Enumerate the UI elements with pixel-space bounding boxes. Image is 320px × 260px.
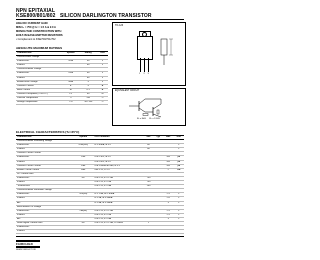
- table-cell: Vᴄʙ = Rated BVᴄʙᴏ, Iᴇ = 0: [93, 164, 143, 168]
- table-cell: 2: [163, 168, 174, 172]
- pin-lead: [140, 58, 141, 72]
- table-cell: KSE800/802: [16, 176, 73, 180]
- package-diagram: [112, 22, 186, 86]
- table-cell: Vᴇʙᴏ: [62, 80, 79, 84]
- table-cell: µA: [173, 164, 184, 168]
- table-cell: KSE802: [16, 160, 73, 164]
- equivalent-circuit: [112, 88, 186, 126]
- table-cell: Collector Cut-off Current: [16, 152, 73, 156]
- table-cell: hᶠᴇ: [73, 176, 93, 180]
- table-cell: KSE800/801: [16, 72, 62, 76]
- fairchild-logo: [16, 240, 40, 248]
- title-rule: [16, 19, 184, 20]
- table-cell: 1: [144, 221, 154, 225]
- table-cell: 60: [79, 60, 97, 64]
- column-header: Symbol: [62, 52, 79, 56]
- table-cell: V: [173, 209, 184, 213]
- feature-line: MIN h₁ = 750 @ Iᴄ = 1.5 A & 2.0 A: [16, 26, 56, 29]
- pin-number: 2: [143, 73, 145, 75]
- table-cell: 80: [79, 64, 97, 68]
- table-cell: Iᴄ = 50mA, Iʙ = 0: [93, 144, 143, 148]
- table-cell: W: [97, 92, 108, 96]
- column-header: Typ: [153, 136, 163, 140]
- resistor-note: [137, 118, 160, 120]
- table-cell: 100: [144, 185, 154, 189]
- table-cell: ALL: [16, 201, 73, 205]
- table-cell: mA: [173, 168, 184, 172]
- r2-value: R₂ = 120Ω: [149, 118, 160, 120]
- table-cell: V: [173, 144, 184, 148]
- table-cell: 3: [163, 217, 174, 221]
- table-cell: KSE800/802: [16, 209, 73, 213]
- column-header: Characteristic: [16, 52, 62, 56]
- table-cell: 150: [79, 97, 97, 101]
- table-cell: 100: [163, 160, 174, 164]
- table-cell: Iᴄᴇᴏ: [73, 156, 93, 160]
- table-cell: Collector-Emitter Voltage: [16, 68, 62, 72]
- table-cell: Iʙ: [62, 88, 79, 92]
- table-cell: Tₛₜᵍ: [62, 101, 79, 105]
- column-header: Max: [163, 136, 174, 140]
- table-cell: 100: [163, 164, 174, 168]
- pin-lead: [144, 58, 145, 72]
- table-cell: V: [173, 193, 184, 197]
- table-cell: V: [173, 201, 184, 205]
- bottom-rule: [16, 236, 184, 237]
- table-cell: 2.8: [163, 197, 174, 201]
- table-cell: 3: [163, 201, 174, 205]
- table-cell: Iᴄ: [62, 84, 79, 88]
- table-cell: Vᴄᴇ = 3V, Iᴄ = 4A: [93, 185, 143, 189]
- table-cell: Vᴄᴇ = 3V, Iᴄ = 1.5A: [93, 176, 143, 180]
- table-cell: 60: [144, 144, 154, 148]
- table-cell: KSE801: [16, 230, 73, 234]
- table-cell: KSE800/802: [16, 193, 73, 197]
- table-cell: [93, 230, 143, 234]
- table-cell: KSE802: [16, 76, 62, 80]
- table-cell: Emitter-Base Voltage: [16, 80, 62, 84]
- table-cell: A: [97, 88, 108, 92]
- pin-number: 3: [147, 73, 149, 75]
- r1-value: R₁ = 8kΩ: [137, 118, 146, 120]
- table-cell: KSE800/801: [16, 60, 62, 64]
- table-cell: A: [97, 84, 108, 88]
- table-cell: Pᴄ: [62, 92, 79, 96]
- table-cell: V: [173, 148, 184, 152]
- table-cell: 2.5: [163, 193, 174, 197]
- table-row: [16, 101, 108, 105]
- features-block: [16, 22, 96, 42]
- table-cell: Collector-Emitter Sustaining Voltage: [16, 140, 73, 144]
- abs-max-title: ABSOLUTE MAXIMUM RATINGS: [16, 46, 63, 50]
- table-cell: Vᴇʙ = 5V, Iᴄ = 0: [93, 168, 143, 172]
- table-cell: Vᴄᴇ = 3V, Iᴄ = 4A: [93, 217, 143, 221]
- table-cell: Base-Emitter On Voltage: [16, 205, 73, 209]
- table-cell: Iᴇʙᴏ: [73, 168, 93, 172]
- table-cell: Iᴄ = 4A, Iʙ = 40mA: [93, 201, 143, 205]
- column-header: Test Condition: [93, 136, 143, 140]
- table-cell: µA: [173, 156, 184, 160]
- table-cell: Base Current: [16, 88, 62, 92]
- table-cell: DC Current Gain: [16, 172, 73, 176]
- table-cell: Vᴄᴇ = 3V, Iᴄ = 2A: [93, 213, 143, 217]
- table-cell: ALL: [16, 217, 73, 221]
- table-row: [16, 230, 184, 234]
- table-cell: KSE800/802: [16, 226, 73, 230]
- table-cell: [173, 230, 184, 234]
- table-cell: Tⱼ: [62, 97, 79, 101]
- darlington-schematic-icon: [127, 94, 171, 118]
- table-cell: KSE800/801: [16, 156, 73, 160]
- part-numbers: KSE800/801/802: [16, 13, 56, 19]
- elec-title: ELECTRICAL CHARACTERISTICS (Tᴄ=25°C): [16, 130, 80, 134]
- table-cell: 80: [79, 76, 97, 80]
- table-cell: V: [97, 72, 108, 76]
- table-cell: KSE801: [16, 197, 73, 201]
- table-cell: °C: [97, 101, 108, 105]
- table-cell: V: [173, 213, 184, 217]
- table-cell: 60: [79, 72, 97, 76]
- table-cell: Vᴄᴇ = 3V, Iᴄ = 1.5A, f = 1MHz: [93, 221, 143, 225]
- table-cell: *KSE800/802: [16, 185, 73, 189]
- table-cell: Vᴄᴇᴏ(sus): [73, 144, 93, 148]
- table-cell: V: [173, 197, 184, 201]
- table-cell: [144, 230, 154, 234]
- table-cell: Vʙᴇ(on): [73, 209, 93, 213]
- table-cell: 750: [144, 181, 154, 185]
- table-cell: 2.5: [163, 213, 174, 217]
- package-label: TO-126: [115, 24, 124, 27]
- table-cell: V: [97, 60, 108, 64]
- column-header: Unit: [173, 136, 184, 140]
- table-cell: KSE802: [16, 148, 73, 152]
- table-cell: Iᴄ = 2A, Iʙ = 40mA: [93, 197, 143, 201]
- table-cell: KSE801: [16, 181, 73, 185]
- table-cell: Iᴄ = 1.5A, Iʙ = 30mA: [93, 193, 143, 197]
- column-header: Min: [144, 136, 154, 140]
- package-body: [137, 36, 153, 60]
- pin-lead: [148, 58, 149, 72]
- feature-line: MONOLITHIC CONSTRUCTION WITH: [16, 30, 62, 33]
- table-cell: Vᴄᴇ = 30V, Iʙ = 0: [93, 156, 143, 160]
- table-cell: V: [97, 80, 108, 84]
- table-cell: Collector-Emitter Saturation Voltage: [16, 189, 73, 193]
- table-cell: 100: [163, 156, 174, 160]
- table-cell: Vᴄᴇ(sat): [73, 193, 93, 197]
- table-cell: Collector Current: [16, 84, 62, 88]
- table-cell: Emitter Cut-off Current: [16, 168, 73, 172]
- table-cell: Vᴄᴇ = 3V, Iᴄ = 2A: [93, 181, 143, 185]
- abs-max-table: [16, 51, 108, 105]
- pin-number: 1: [139, 73, 141, 75]
- type-line: NPN EPITAXIAL: [16, 8, 55, 14]
- table-cell: Vᴄᴇ = 3V, Iᴄ = 1.5A: [93, 209, 143, 213]
- table-cell: V: [97, 76, 108, 80]
- column-header: Rating: [79, 52, 97, 56]
- table-cell: Collector Cut-off Current: [16, 164, 73, 168]
- table-cell: Storage Temperature: [16, 101, 62, 105]
- table-cell: 40: [79, 92, 97, 96]
- table-cell: 5: [79, 80, 97, 84]
- table-cell: hᶠᴇ: [73, 221, 93, 225]
- table-cell: V: [173, 217, 184, 221]
- table-cell: [163, 230, 174, 234]
- table-cell: °C: [97, 97, 108, 101]
- package-side-view-icon: [157, 37, 183, 67]
- table-cell: KSE802: [16, 64, 62, 68]
- electrical-characteristics-table: [16, 135, 184, 234]
- logo-text: FAIRCHILD: [16, 242, 33, 246]
- column-header: Unit: [97, 52, 108, 56]
- table-cell: Small Signal Current Gain: [16, 221, 73, 225]
- table-cell: [153, 230, 163, 234]
- table-cell: Vᴄʙᴏ: [62, 60, 79, 64]
- part-description: SILICON DARLINGTON TRANSISTOR: [60, 13, 152, 19]
- column-header: Characteristic: [16, 136, 73, 140]
- table-cell: Iᴄʙᴏ: [73, 164, 93, 168]
- table-cell: µA: [173, 160, 184, 164]
- table-cell: KSE800/801: [16, 144, 73, 148]
- table-cell: Vᴄᴇ = 40V, Iʙ = 0: [93, 160, 143, 164]
- table-cell: 4: [79, 84, 97, 88]
- table-cell: 750: [144, 176, 154, 180]
- logo-subtitle: SEMICONDUCTOR: [16, 249, 36, 251]
- table-cell: 2.5: [163, 209, 174, 213]
- table-cell: [73, 230, 93, 234]
- table-cell: Collector Dissipation (Tᴄ=25°C): [16, 92, 62, 96]
- feature-line: HIGH DC CURRENT GAIN: [16, 22, 48, 25]
- table-cell: Vᴄᴇᴏ: [62, 72, 79, 76]
- table-cell: Collector-Base Voltage: [16, 56, 62, 60]
- table-cell: Junction Temperature: [16, 97, 62, 101]
- table-cell: -55~150: [79, 101, 97, 105]
- equivalent-circuit-label: EQUIVALENT CIRCUIT: [115, 90, 140, 92]
- complement-note: • Complement to KSE700/701/702: [16, 38, 56, 41]
- column-header: Symbol: [73, 136, 93, 140]
- table-cell: 0.1: [79, 88, 97, 92]
- table-cell: V: [97, 64, 108, 68]
- table-cell: 80: [144, 148, 154, 152]
- table-cell: KSE801: [16, 213, 73, 217]
- feature-line: BUILT-IN BASE-EMITTER RESISTORS: [16, 34, 63, 37]
